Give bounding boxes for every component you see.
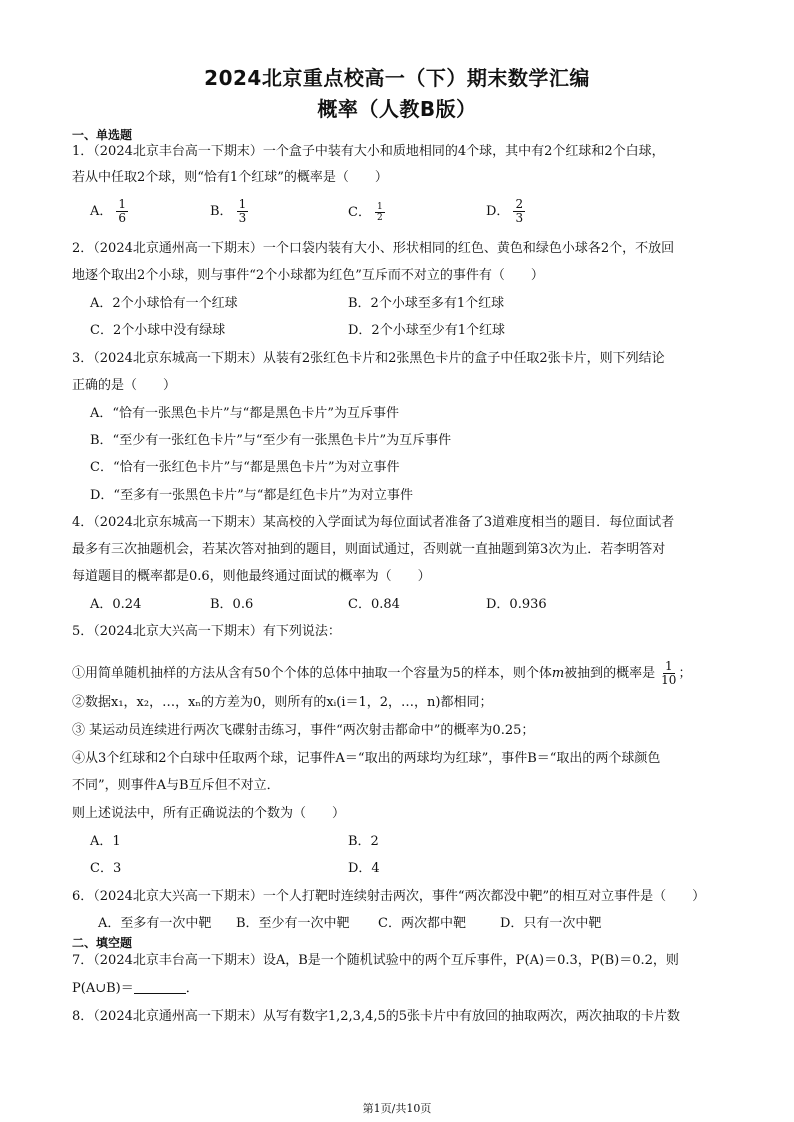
q5-statement-4b: 不同”，则事件A与B互斥但不对立． <box>72 778 280 793</box>
option-label: A． <box>90 204 113 219</box>
numerator: 1 <box>664 659 673 673</box>
q3-option-c: C．“恰有一张红色卡片”与“都是黑色卡片”为对立事件 <box>90 460 400 475</box>
q2-option-b: B．2个小球至多有1个红球 <box>348 296 505 311</box>
numerator: 1 <box>118 197 127 211</box>
q8-stem-line1: 8．（2024北京通州高一下期末）从写有数字1,2,3,4,5的5张卡片中有放回的抽取两次，两次抽取的卡片数 <box>72 1009 681 1024</box>
q6-stem-line1: 6．（2024北京大兴高一下期末）一个人打靶时连续射击两次，事件“两次都没中靶”的相互对立事件是（ ） <box>72 889 706 904</box>
numerator: 1 <box>376 202 383 212</box>
fraction <box>116 198 128 225</box>
q7-stem-line1: 7．（2024北京丰台高一下期末）设A，B是一个随机试验中的两个互斥事件，P(A)＝0.3，P(B)＝0.2，则 <box>72 953 679 968</box>
q4-option-c: C．0.84 <box>348 597 400 612</box>
q2-option-a: A．2个小球恰有一个红球 <box>90 296 238 311</box>
q4-option-a: A．0.24 <box>90 597 142 612</box>
q2-stem-line1: 2．（2024北京通州高一下期末）一个口袋内装有大小、形状相同的红色、黄色和绿色小球各2个，不放回 <box>72 241 675 256</box>
q5-option-c: C．3 <box>90 861 122 876</box>
statement-end: ； <box>678 666 692 681</box>
q6-option-a: A．至多有一次中靶 <box>98 916 212 931</box>
q1-option-a <box>90 198 128 225</box>
q1-stem-line2: 若从中任取2个球，则“恰有1个红球”的概率是（ ） <box>72 170 388 185</box>
fraction <box>659 660 678 687</box>
q3-stem-line1: 3．（2024北京东城高一下期末）从装有2张红色卡片和2张黑色卡片的盒子中任取2张卡片，则下列结论 <box>72 351 665 366</box>
section-heading-fill-blank: 二、填空题 <box>72 936 133 950</box>
denominator: 3 <box>238 211 247 225</box>
document-subtitle: 概率（人教B版） <box>317 97 477 121</box>
equation-text: P(A∪B)＝ <box>72 981 134 996</box>
answer-blank <box>134 981 186 994</box>
statement-text: 被抽到的概率是 <box>564 666 656 681</box>
option-label: B． <box>210 204 233 219</box>
q3-option-a: A．“恰有一张黑色卡片”与“都是黑色卡片”为互斥事件 <box>90 406 399 421</box>
q4-option-d: D．0.936 <box>486 597 547 612</box>
q1-option-c <box>348 202 385 223</box>
option-label: D． <box>486 204 510 219</box>
page-footer: 第1页/共10页 <box>362 1102 432 1115</box>
q2-stem-line2: 地逐个取出2个小球，则与事件“2个小球都为红色”互斥而不对立的事件有（ ） <box>72 268 544 283</box>
q1-option-d <box>486 198 525 225</box>
q2-option-c: C．2个小球中没有绿球 <box>90 323 226 338</box>
q4-option-b: B．0.6 <box>210 597 254 612</box>
fraction <box>237 198 249 225</box>
q1-stem-line1: 1．（2024北京丰台高一下期末）一个盒子中装有大小和质地相同的4个球，其中有2个红球和2个白球， <box>72 144 665 159</box>
statement-text: ①用简单随机抽样的方法从含有50个个体的总体中抽取一个容量为5的样本，则个体 <box>72 666 552 681</box>
denominator: 2 <box>376 213 383 223</box>
document-title: 2024北京重点校高一（下）期末数学汇编 <box>204 66 590 90</box>
numerator: 1 <box>238 197 247 211</box>
q3-option-b: B．“至少有一张红色卡片”与“至少有一张黑色卡片”为互斥事件 <box>90 433 452 448</box>
q5-option-d: D．4 <box>348 861 380 876</box>
fraction <box>513 198 525 225</box>
option-label: C． <box>348 205 371 220</box>
q3-stem-line2: 正确的是（ ） <box>72 378 177 393</box>
q6-option-d: D．只有一次中靶 <box>500 916 602 931</box>
q5-statement-2: ②数据x₁，x₂，…，xₙ的方差为0，则所有的xᵢ(i＝1，2，…，n)都相同； <box>72 695 493 710</box>
q5-option-b: B．2 <box>348 834 379 849</box>
q6-option-c: C．两次都中靶 <box>378 916 466 931</box>
q5-statement-4a: ④从3个红球和2个白球中任取两个球，记事件A＝“取出的两球均为红球”，事件B＝“取出的两个球颜色 <box>72 751 661 766</box>
q3-option-d: D．“至多有一张黑色卡片”与“都是红色卡片”为对立事件 <box>90 488 414 503</box>
q4-stem-line1: 4．（2024北京东城高一下期末）某高校的入学面试为每位面试者准备了3道难度相当的题目．每位面试者 <box>72 515 675 530</box>
q5-option-a: A．1 <box>90 834 121 849</box>
numerator: 2 <box>515 197 524 211</box>
section-heading-single-choice: 一、单选题 <box>72 128 133 142</box>
denominator: 6 <box>118 211 127 225</box>
equation-end: ． <box>185 981 199 996</box>
q5-question: 则上述说法中，所有正确说法的个数为（ ） <box>72 806 346 821</box>
q6-option-b: B．至少有一次中靶 <box>236 916 350 931</box>
q5-statement-1 <box>72 660 732 687</box>
q7-stem-line2 <box>72 980 732 998</box>
math-variable: m <box>551 666 565 681</box>
q4-stem-line2: 最多有三次抽题机会，若某次答对抽到的题目，则面试通过，否则就一直抽题到第3次为止．若李明答对 <box>72 542 666 557</box>
q4-stem-line3: 每道题目的概率都是0.6，则他最终通过面试的概率为（ ） <box>72 569 431 584</box>
fraction <box>375 202 385 223</box>
denominator: 3 <box>515 211 524 225</box>
q2-option-d: D．2个小球至少有1个红球 <box>348 323 505 338</box>
q5-stem-line1: 5．（2024北京大兴高一下期末）有下列说法： <box>72 624 341 639</box>
q5-statement-3: ③ 某运动员连续进行两次飞碟射击练习，事件“两次射击都命中”的概率为0.25； <box>72 723 535 738</box>
q1-option-b <box>210 198 248 225</box>
denominator: 10 <box>661 673 677 687</box>
